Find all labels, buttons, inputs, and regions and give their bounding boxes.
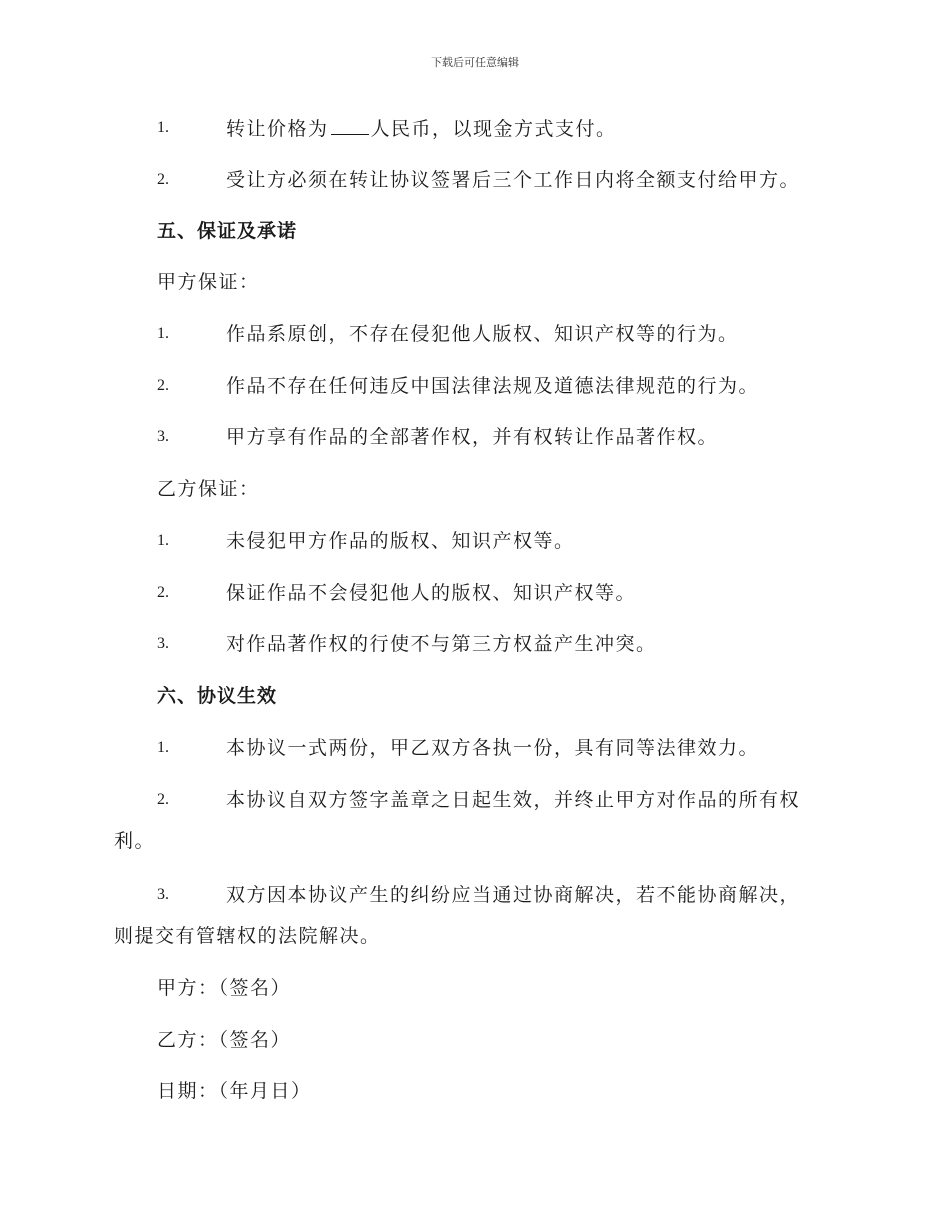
list-number: 2. bbox=[157, 791, 169, 808]
party-a-guarantee-label: 甲方保证： bbox=[157, 271, 260, 293]
price-blank bbox=[331, 116, 369, 135]
list-item: 对作品著作权的行使不与第三方权益产生冲突。 bbox=[226, 633, 657, 655]
payment-price-text: 人民币，以现金方式支付。 bbox=[370, 118, 617, 140]
section-heading-guarantees: 五、保证及承诺 bbox=[157, 220, 298, 242]
list-number: 1. bbox=[157, 532, 169, 549]
list-number: 1. bbox=[157, 739, 169, 756]
list-item: 本协议一式两份，甲乙双方各执一份，具有同等法律效力。 bbox=[226, 737, 760, 759]
page-header-note: 下载后可任意编辑 bbox=[431, 56, 519, 69]
payment-deadline-clause: 受让方必须在转让协议签署后三个工作日内将全额支付给甲方。 bbox=[226, 169, 801, 191]
signature-date: 日期：（年月日） bbox=[157, 1080, 312, 1102]
list-item-continuation: 利。 bbox=[114, 830, 156, 852]
list-item: 作品系原创，不存在侵犯他人版权、知识产权等的行为。 bbox=[226, 323, 739, 345]
signature-party-a: 甲方：（签名） bbox=[157, 977, 292, 999]
list-item: 保证作品不会侵犯他人的版权、知识产权等。 bbox=[226, 582, 637, 604]
list-number: 3. bbox=[157, 886, 169, 903]
section-heading-effectiveness: 六、协议生效 bbox=[157, 685, 278, 707]
list-item-continuation: 则提交有管辖权的法院解决。 bbox=[114, 925, 381, 947]
signature-party-b: 乙方：（签名） bbox=[157, 1029, 292, 1051]
list-item: 未侵犯甲方作品的版权、知识产权等。 bbox=[226, 530, 575, 552]
list-number: 2. bbox=[157, 377, 169, 394]
list-number: 1. bbox=[157, 119, 169, 136]
list-item: 作品不存在任何违反中国法律法规及道德法律规范的行为。 bbox=[226, 375, 760, 397]
party-b-guarantee-label: 乙方保证： bbox=[157, 478, 260, 500]
list-number: 2. bbox=[157, 584, 169, 601]
list-number: 1. bbox=[157, 325, 169, 342]
payment-price-text: 转让价格为 bbox=[226, 118, 329, 140]
payment-price-clause bbox=[226, 116, 617, 141]
list-number: 3. bbox=[157, 635, 169, 652]
list-number: 2. bbox=[157, 171, 169, 188]
list-item: 双方因本协议产生的纠纷应当通过协商解决，若不能协商解决， bbox=[226, 884, 801, 906]
list-number: 3. bbox=[157, 428, 169, 445]
list-item: 本协议自双方签字盖章之日起生效，并终止甲方对作品的所有权 bbox=[226, 789, 801, 811]
list-item: 甲方享有作品的全部著作权，并有权转让作品著作权。 bbox=[226, 426, 719, 448]
